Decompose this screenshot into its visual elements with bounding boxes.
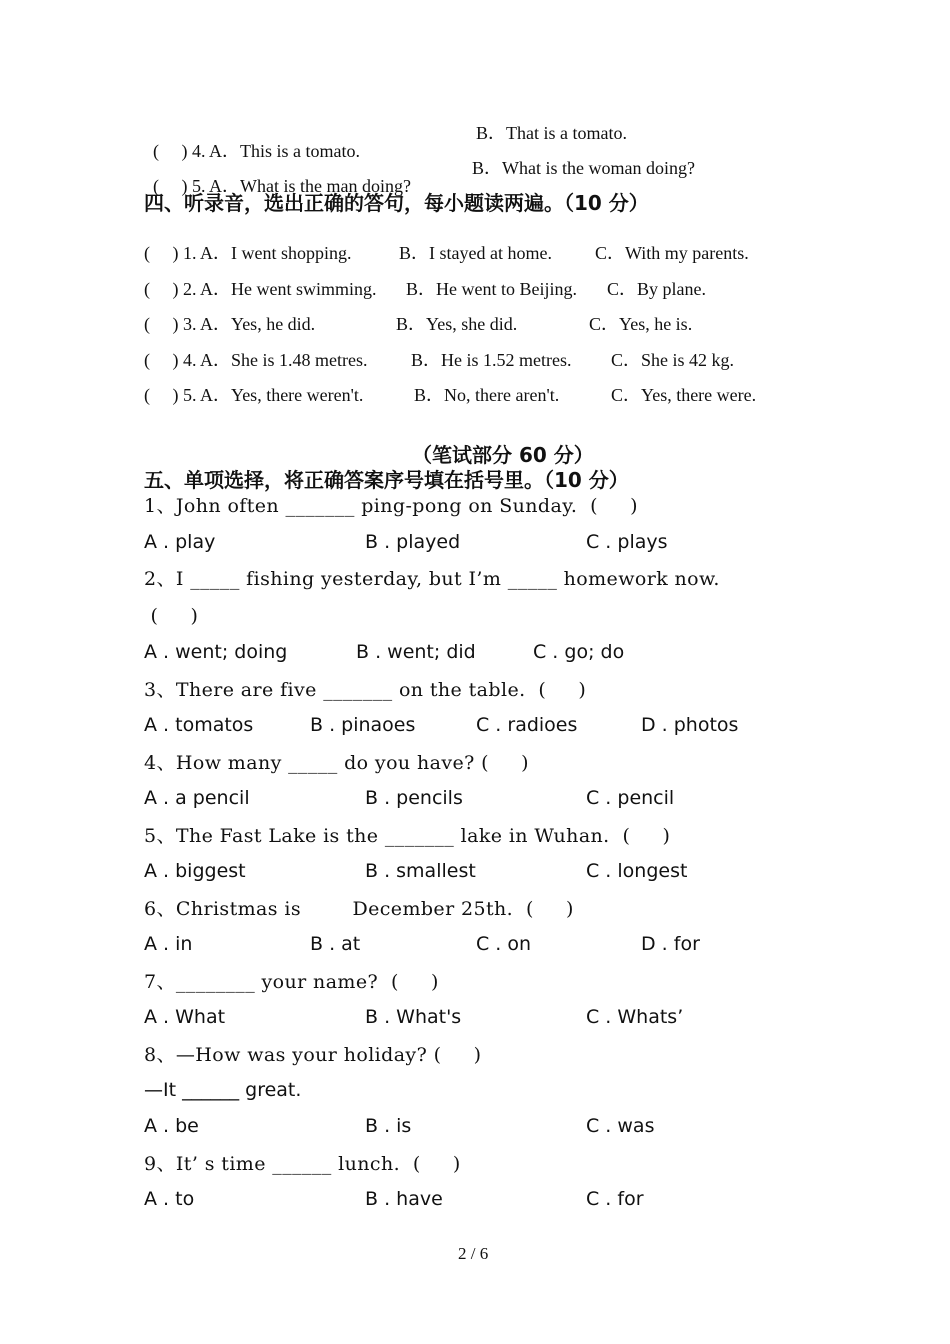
question-text: 8、—How was your holiday? ( ) — [144, 1044, 482, 1066]
question-text: 7、________ your name? ( ) — [144, 971, 439, 993]
section-4-title: 四、听录音，选出正确的答句，每小题读两遍。（10 分） — [144, 191, 649, 215]
option-b: B．No, there aren't. — [414, 385, 560, 405]
option-b: B . What's — [365, 1006, 462, 1028]
option-a: A．This is a tomato. — [209, 141, 360, 161]
option-b: B．That is a tomato. — [476, 123, 627, 143]
option-a: A . in — [144, 933, 193, 955]
question-text: 9、It’ s time ______ lunch. ( ) — [144, 1153, 461, 1175]
option-b: B．I stayed at home. — [399, 243, 552, 263]
option-a: A . biggest — [144, 860, 246, 882]
question-4-3: ( ) 3. A．Yes, he did. — [144, 314, 316, 334]
question-text: 5、The Fast Lake is the _______ lake in Wuhan. ( ) — [144, 825, 671, 847]
question-3-5 — [144, 159, 411, 195]
option-b: B . have — [365, 1188, 443, 1210]
option-b: B . smallest — [365, 860, 476, 882]
question-number: ( ) 5. — [153, 176, 209, 196]
question-text: 3、There are five _______ on the table. ( ) — [144, 679, 587, 701]
question-4-4: ( ) 4. A．She is 1.48 metres. — [144, 350, 368, 370]
option-b: B．He went to Beijing. — [406, 279, 577, 299]
option-b: B．He is 1.52 metres. — [411, 350, 572, 370]
option-a: A．What is the man doing? — [209, 176, 411, 196]
option-a: A . went; doing — [144, 641, 288, 663]
option-c: C．With my parents. — [595, 243, 749, 263]
question-4-2: ( ) 2. A．He went swimming. — [144, 279, 377, 299]
option-a: A . What — [144, 1006, 226, 1028]
option-c: C . for — [586, 1188, 644, 1210]
question-number: ( ) 4. — [153, 141, 209, 161]
option-c: C . plays — [586, 531, 668, 553]
question-text: 4、How many _____ do you have? ( ) — [144, 752, 529, 774]
option-d: D . for — [641, 933, 700, 955]
option-b: B . went; did — [356, 641, 476, 663]
question-text: 6、Christmas is December 25th. ( ) — [144, 898, 574, 920]
option-a: A . tomatos — [144, 714, 254, 736]
option-b: B．What is the woman doing? — [472, 158, 695, 178]
option-c: C．Yes, there were. — [611, 385, 757, 405]
option-c: C．She is 42 kg. — [611, 350, 735, 370]
answer-bracket: ( ) — [144, 605, 199, 627]
written-part-heading: （笔试部分 60 分） — [412, 443, 594, 467]
question-text: 1、John often _______ ping-pong on Sunday. ( ) — [144, 495, 638, 517]
question-4-5: ( ) 5. A．Yes, there weren't. — [144, 385, 364, 405]
option-c: C . was — [586, 1115, 655, 1137]
option-a: A . to — [144, 1188, 195, 1210]
question-3-4 — [144, 124, 360, 160]
option-b: B . pinaoes — [310, 714, 416, 736]
option-b: B . at — [310, 933, 361, 955]
option-c: C . longest — [586, 860, 688, 882]
section-5-title: 五、单项选择，将正确答案序号填在括号里。（10 分） — [144, 468, 629, 492]
option-a: A . play — [144, 531, 216, 553]
option-c: C．Yes, he is. — [589, 314, 693, 334]
option-a: A . be — [144, 1115, 199, 1137]
question-4-1: ( ) 1. A．I went shopping. — [144, 243, 352, 263]
dialogue-line: —It ______ great. — [144, 1079, 302, 1101]
option-c: C . go; do — [533, 641, 625, 663]
option-c: C . Whats’ — [586, 1006, 684, 1028]
option-b: B . pencils — [365, 787, 463, 809]
option-b: B．Yes, she did. — [396, 314, 518, 334]
option-c: C . pencil — [586, 787, 675, 809]
option-c: C . radioes — [476, 714, 578, 736]
option-c: C．By plane. — [607, 279, 706, 299]
option-d: D . photos — [641, 714, 739, 736]
option-a: A . a pencil — [144, 787, 250, 809]
option-b: B . is — [365, 1115, 412, 1137]
option-b: B . played — [365, 531, 461, 553]
option-c: C . on — [476, 933, 532, 955]
question-text: 2、I _____ fishing yesterday, but I’m _____ homework now. — [144, 568, 720, 590]
page-number: 2 / 6 — [458, 1244, 489, 1263]
